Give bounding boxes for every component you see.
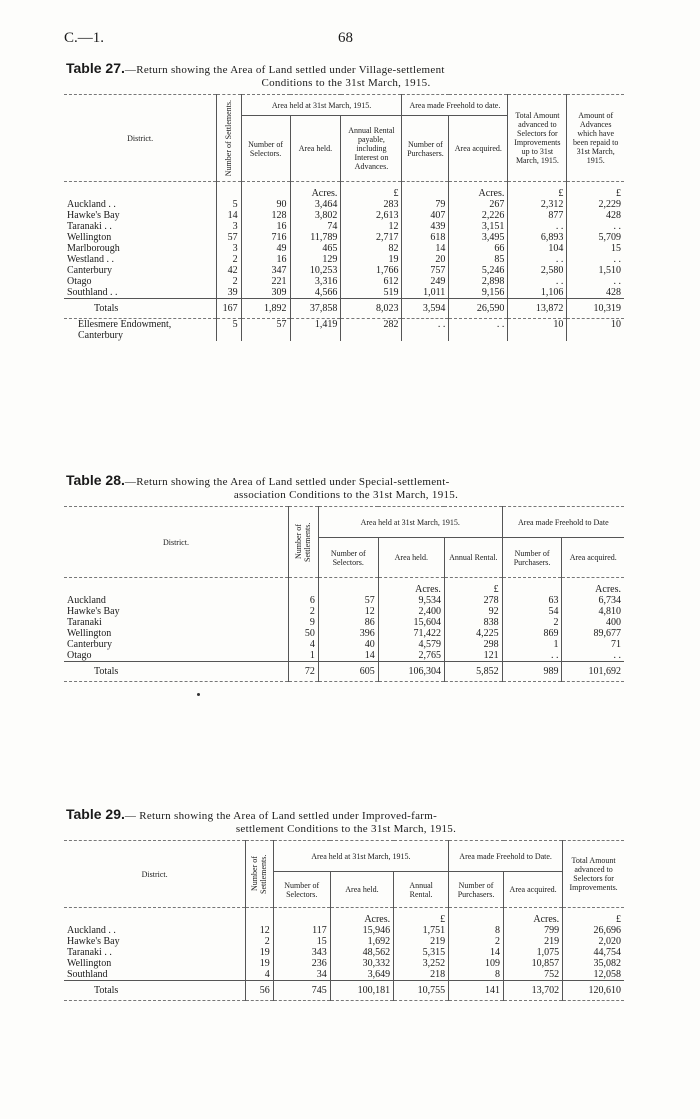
district-cell: Hawke's Bay <box>67 936 120 947</box>
district-cell: Canterbury <box>67 639 112 650</box>
value-cell: 1,751 <box>394 925 449 936</box>
table29-caption <box>66 808 626 836</box>
value-cell: 13,872 <box>508 299 567 319</box>
value-cell: 72 <box>288 662 318 682</box>
value-cell: 15,946 <box>330 925 393 936</box>
value-cell: . . <box>508 221 567 232</box>
district-cell: Totals <box>94 666 119 677</box>
value-cell: 10,319 <box>567 299 624 319</box>
value-cell: 519 <box>341 287 402 299</box>
value-cell <box>449 908 504 926</box>
value-cell: 2,717 <box>341 232 402 243</box>
value-cell: 9,156 <box>449 287 508 299</box>
value-cell: 117 <box>273 925 330 936</box>
value-cell: 92 <box>444 606 502 617</box>
value-cell: 3,151 <box>449 221 508 232</box>
units-row <box>64 182 624 200</box>
value-cell: 1 <box>288 650 318 662</box>
value-cell <box>288 578 318 596</box>
value-cell: 2,229 <box>567 199 624 210</box>
value-cell: 4 <box>288 639 318 650</box>
value-cell: 11,789 <box>290 232 341 243</box>
t27-header-acquired: Area acquired. <box>449 116 508 182</box>
units-row <box>64 908 624 926</box>
district-cell: Ellesmere Endowment, Canterbury <box>78 319 172 341</box>
value-cell: 3,252 <box>394 958 449 969</box>
value-cell: Acres. <box>504 908 563 926</box>
t28-header-acquired: Area acquired. <box>562 538 624 578</box>
value-cell: 167 <box>217 299 241 319</box>
value-cell: 605 <box>318 662 378 682</box>
table27 <box>64 94 624 341</box>
value-cell: 104 <box>508 243 567 254</box>
t29-header-area-held: Area held. <box>330 872 393 908</box>
value-cell: 129 <box>290 254 341 265</box>
t27-header-settlements: Number of Settlements. <box>224 99 234 177</box>
value-cell: 745 <box>273 981 330 1001</box>
value-cell: 2,898 <box>449 276 508 287</box>
value-cell: 267 <box>449 199 508 210</box>
value-cell: 121 <box>444 650 502 662</box>
district-cell <box>64 578 288 596</box>
value-cell: Acres. <box>562 578 624 596</box>
value-cell: 1 <box>502 639 562 650</box>
value-cell: 612 <box>341 276 402 287</box>
t27-header-selectors: Number of Selectors. <box>241 116 290 182</box>
value-cell: 618 <box>402 232 449 243</box>
t29-header-selectors: Number of Selectors. <box>273 872 330 908</box>
value-cell: £ <box>394 908 449 926</box>
value-cell: 407 <box>402 210 449 221</box>
table-row <box>64 936 624 947</box>
value-cell: 4,225 <box>444 628 502 639</box>
page-number: 68 <box>338 30 353 46</box>
t28-header-area-group: Area held at 31st March, 1915. <box>318 507 502 538</box>
value-cell: 4,579 <box>378 639 444 650</box>
value-cell: 10,755 <box>394 981 449 1001</box>
totals-row <box>64 981 624 1001</box>
table29-caption-line2: settlement Conditions to the 31st March, 1915. <box>235 823 457 835</box>
table-row <box>64 254 624 265</box>
value-cell: 15,604 <box>378 617 444 628</box>
value-cell: 106,304 <box>378 662 444 682</box>
value-cell: 71 <box>562 639 624 650</box>
value-cell: 39 <box>217 287 241 299</box>
district-cell: Westland . . <box>67 254 114 265</box>
value-cell: 1,075 <box>504 947 563 958</box>
value-cell: . . <box>562 650 624 662</box>
table-row <box>64 221 624 232</box>
value-cell: 14 <box>402 243 449 254</box>
value-cell: 236 <box>273 958 330 969</box>
table-row <box>64 243 624 254</box>
value-cell: 282 <box>341 319 402 342</box>
table-row <box>64 199 624 210</box>
district-cell: Auckland . . <box>67 199 116 210</box>
district-cell: Hawke's Bay <box>67 606 120 617</box>
table29-caption-line1: — Return showing the Area of Land settled under Improved-farm- <box>124 810 438 822</box>
value-cell: 57 <box>318 595 378 606</box>
table-row <box>64 232 624 243</box>
value-cell: 1,892 <box>241 299 290 319</box>
value-cell: 283 <box>341 199 402 210</box>
value-cell: 13,702 <box>504 981 563 1001</box>
district-cell <box>64 908 246 926</box>
table-row <box>64 628 624 639</box>
table29 <box>64 840 624 1001</box>
value-cell: 428 <box>567 210 624 221</box>
value-cell: 15 <box>273 936 330 947</box>
t28-header-rental: Annual Rental. <box>444 538 502 578</box>
district-cell: Taranaki . . <box>67 947 112 958</box>
value-cell: 9 <box>288 617 318 628</box>
value-cell: Acres. <box>330 908 393 926</box>
value-cell: Acres. <box>378 578 444 596</box>
value-cell: 221 <box>241 276 290 287</box>
page-left-header: C.—1. <box>64 30 105 46</box>
value-cell: 877 <box>508 210 567 221</box>
table27-caption-line1: —Return showing the Area of Land settled under Village-settlement <box>124 64 445 76</box>
table-row <box>64 210 624 221</box>
value-cell: 19 <box>246 958 273 969</box>
value-cell: 8,023 <box>341 299 402 319</box>
value-cell: 6 <box>288 595 318 606</box>
value-cell: 35,082 <box>563 958 624 969</box>
table-row <box>64 617 624 628</box>
value-cell: 2 <box>217 276 241 287</box>
t29-header-acquired: Area acquired. <box>504 872 563 908</box>
value-cell: 12 <box>246 925 273 936</box>
t28-header-purchasers: Number of Purchasers. <box>502 538 562 578</box>
table28-number: Table 28. <box>66 472 125 488</box>
value-cell: . . <box>567 276 624 287</box>
t28-header-area-held: Area held. <box>378 538 444 578</box>
district-cell: Marlborough <box>67 243 120 254</box>
value-cell: 57 <box>217 232 241 243</box>
district-cell: Taranaki . . <box>67 221 112 232</box>
t29-header-advanced: Total Amount advanced to Selectors for Improvements. <box>563 841 624 908</box>
value-cell: 56 <box>246 981 273 1001</box>
table28-caption-line1: —Return showing the Area of Land settled under Special-settlement- <box>124 476 450 488</box>
t27-header-area-held: Area held. <box>290 116 341 182</box>
district-cell: Taranaki <box>67 617 102 628</box>
value-cell <box>273 908 330 926</box>
value-cell: 79 <box>402 199 449 210</box>
value-cell: 12 <box>341 221 402 232</box>
district-cell: Southland <box>67 969 108 980</box>
value-cell: . . <box>502 650 562 662</box>
value-cell: 19 <box>246 947 273 958</box>
table27-caption-line2: Conditions to the 31st March, 1915. <box>261 77 431 89</box>
value-cell: Acres. <box>290 182 341 200</box>
value-cell: 2 <box>217 254 241 265</box>
value-cell: 40 <box>318 639 378 650</box>
value-cell: . . <box>567 254 624 265</box>
value-cell: 120,610 <box>563 981 624 1001</box>
table-row <box>64 958 624 969</box>
value-cell: 16 <box>241 221 290 232</box>
value-cell: 50 <box>288 628 318 639</box>
value-cell: 71,422 <box>378 628 444 639</box>
value-cell: 12 <box>318 606 378 617</box>
table28-caption <box>66 474 626 502</box>
value-cell: 90 <box>241 199 290 210</box>
value-cell: 109 <box>449 958 504 969</box>
t28-header-settlements: Number of Settlements. <box>294 522 313 562</box>
value-cell: 89,677 <box>562 628 624 639</box>
value-cell: 44,754 <box>563 947 624 958</box>
t29-header-settlements: Number of Settlements. <box>250 854 269 894</box>
value-cell: 15 <box>567 243 624 254</box>
ink-speck <box>197 693 200 696</box>
value-cell: 3,316 <box>290 276 341 287</box>
value-cell: . . <box>449 319 508 342</box>
value-cell: 12,058 <box>563 969 624 981</box>
value-cell: 19 <box>341 254 402 265</box>
table-row <box>64 595 624 606</box>
value-cell: 82 <box>341 243 402 254</box>
district-cell: Hawke's Bay <box>67 210 120 221</box>
value-cell: 14 <box>318 650 378 662</box>
table-row <box>64 947 624 958</box>
value-cell: 5,709 <box>567 232 624 243</box>
value-cell: 26,590 <box>449 299 508 319</box>
t27-header-freehold-group: Area made Freehold to date. <box>402 95 508 116</box>
value-cell: 3,464 <box>290 199 341 210</box>
value-cell: 37,858 <box>290 299 341 319</box>
table-row <box>64 265 624 276</box>
table-row <box>64 925 624 936</box>
value-cell: 63 <box>502 595 562 606</box>
value-cell: 141 <box>449 981 504 1001</box>
value-cell: £ <box>508 182 567 200</box>
table27-caption <box>66 62 626 90</box>
district-cell: Wellington <box>67 958 112 969</box>
value-cell: 8 <box>449 969 504 981</box>
value-cell: 278 <box>444 595 502 606</box>
value-cell: 1,692 <box>330 936 393 947</box>
value-cell: 26,696 <box>563 925 624 936</box>
value-cell: 439 <box>402 221 449 232</box>
value-cell: 54 <box>502 606 562 617</box>
value-cell: . . <box>402 319 449 342</box>
district-cell: Auckland <box>67 595 106 606</box>
value-cell: 2 <box>288 606 318 617</box>
table29-number: Table 29. <box>66 806 125 822</box>
value-cell: 100,181 <box>330 981 393 1001</box>
value-cell: 66 <box>449 243 508 254</box>
district-cell <box>64 182 217 200</box>
value-cell: 14 <box>217 210 241 221</box>
value-cell: 9,534 <box>378 595 444 606</box>
value-cell: 2,226 <box>449 210 508 221</box>
value-cell: 2,312 <box>508 199 567 210</box>
value-cell: 838 <box>444 617 502 628</box>
value-cell: 57 <box>241 319 290 342</box>
value-cell <box>318 578 378 596</box>
value-cell: 752 <box>504 969 563 981</box>
value-cell: 74 <box>290 221 341 232</box>
t28-header-selectors: Number of Selectors. <box>318 538 378 578</box>
district-cell: Otago <box>67 650 92 661</box>
value-cell: 4,566 <box>290 287 341 299</box>
value-cell: 4 <box>246 969 273 981</box>
value-cell: 5,852 <box>444 662 502 682</box>
value-cell: 3,802 <box>290 210 341 221</box>
value-cell: 2,400 <box>378 606 444 617</box>
totals-row <box>64 662 624 682</box>
value-cell: £ <box>341 182 402 200</box>
value-cell: 218 <box>394 969 449 981</box>
value-cell: £ <box>563 908 624 926</box>
district-cell: Wellington <box>67 232 112 243</box>
t29-header-purchasers: Number of Purchasers. <box>449 872 504 908</box>
value-cell: . . <box>508 276 567 287</box>
t27-header-area-group: Area held at 31st March, 1915. <box>241 95 402 116</box>
value-cell: 8 <box>449 925 504 936</box>
value-cell: 1,106 <box>508 287 567 299</box>
value-cell: 2 <box>246 936 273 947</box>
value-cell: 2,020 <box>563 936 624 947</box>
district-cell: Otago <box>67 276 92 287</box>
value-cell: 2,580 <box>508 265 567 276</box>
value-cell: 86 <box>318 617 378 628</box>
table28-caption-line2: association Conditions to the 31st March, 1915. <box>233 489 459 501</box>
value-cell: 1,419 <box>290 319 341 342</box>
value-cell: 5 <box>217 319 241 342</box>
t27-header-repaid: Amount of Advances which have been repaid to 31st March, 1915. <box>567 95 624 182</box>
extra-row <box>64 319 624 342</box>
value-cell: 249 <box>402 276 449 287</box>
value-cell: 3 <box>217 243 241 254</box>
value-cell <box>502 578 562 596</box>
value-cell: . . <box>567 221 624 232</box>
t27-header-purchasers: Number of Purchasers. <box>402 116 449 182</box>
value-cell <box>241 182 290 200</box>
district-cell: Totals <box>94 303 119 314</box>
table-row <box>64 276 624 287</box>
value-cell: 10 <box>567 319 624 342</box>
value-cell: 6,734 <box>562 595 624 606</box>
value-cell: 396 <box>318 628 378 639</box>
value-cell: 465 <box>290 243 341 254</box>
table-row <box>64 969 624 981</box>
t28-header-freehold-group: Area made Freehold to Date <box>502 507 624 538</box>
district-cell: Auckland . . <box>67 925 116 936</box>
value-cell: 5,246 <box>449 265 508 276</box>
value-cell: 219 <box>394 936 449 947</box>
value-cell: 400 <box>562 617 624 628</box>
value-cell: 3 <box>217 221 241 232</box>
value-cell: 1,011 <box>402 287 449 299</box>
value-cell: 3,495 <box>449 232 508 243</box>
value-cell: 20 <box>402 254 449 265</box>
district-cell: Totals <box>94 985 119 996</box>
value-cell: 716 <box>241 232 290 243</box>
district-cell: Wellington <box>67 628 112 639</box>
value-cell: 49 <box>241 243 290 254</box>
value-cell: 85 <box>449 254 508 265</box>
value-cell: 2 <box>449 936 504 947</box>
value-cell: 128 <box>241 210 290 221</box>
value-cell: 10 <box>508 319 567 342</box>
t27-header-advanced: Total Amount advanced to Selectors for Improvements up to 31st March, 1915. <box>508 95 567 182</box>
value-cell: 2,765 <box>378 650 444 662</box>
value-cell: 3,594 <box>402 299 449 319</box>
value-cell: 16 <box>241 254 290 265</box>
t29-header-freehold-group: Area made Freehold to Date. <box>449 841 563 872</box>
value-cell: 1,766 <box>341 265 402 276</box>
value-cell: 10,253 <box>290 265 341 276</box>
value-cell: 309 <box>241 287 290 299</box>
value-cell: 30,332 <box>330 958 393 969</box>
value-cell: . . <box>508 254 567 265</box>
value-cell: Acres. <box>449 182 508 200</box>
t28-header-district: District. <box>64 507 288 578</box>
value-cell: 48,562 <box>330 947 393 958</box>
value-cell: 5,315 <box>394 947 449 958</box>
value-cell: 2 <box>502 617 562 628</box>
t29-header-district: District. <box>64 841 246 908</box>
value-cell: 14 <box>449 947 504 958</box>
value-cell <box>402 182 449 200</box>
table-row <box>64 650 624 662</box>
value-cell: 6,893 <box>508 232 567 243</box>
value-cell <box>217 182 241 200</box>
value-cell: 101,692 <box>562 662 624 682</box>
table28 <box>64 506 624 682</box>
value-cell: 799 <box>504 925 563 936</box>
district-cell: Southland . . <box>67 287 118 298</box>
table27-number: Table 27. <box>66 60 125 76</box>
district-cell: Canterbury <box>67 265 112 276</box>
value-cell: 34 <box>273 969 330 981</box>
value-cell: 5 <box>217 199 241 210</box>
value-cell: 989 <box>502 662 562 682</box>
value-cell: 298 <box>444 639 502 650</box>
totals-row <box>64 299 624 319</box>
value-cell: £ <box>567 182 624 200</box>
value-cell: £ <box>444 578 502 596</box>
value-cell: 3,649 <box>330 969 393 981</box>
value-cell: 1,510 <box>567 265 624 276</box>
value-cell: 219 <box>504 936 563 947</box>
t29-header-rental: Annual Rental. <box>394 872 449 908</box>
value-cell: 10,857 <box>504 958 563 969</box>
t29-header-area-group: Area held at 31st March, 1915. <box>273 841 448 872</box>
value-cell: 757 <box>402 265 449 276</box>
value-cell: 869 <box>502 628 562 639</box>
value-cell: 428 <box>567 287 624 299</box>
value-cell: 347 <box>241 265 290 276</box>
value-cell: 2,613 <box>341 210 402 221</box>
units-row <box>64 578 624 596</box>
table-row <box>64 606 624 617</box>
table-row <box>64 287 624 299</box>
t27-header-district: District. <box>64 95 217 182</box>
value-cell: 42 <box>217 265 241 276</box>
value-cell: 4,810 <box>562 606 624 617</box>
value-cell: 343 <box>273 947 330 958</box>
value-cell <box>246 908 273 926</box>
table-row <box>64 639 624 650</box>
t27-header-rental: Annual Rental payable, including Interest on Advances. <box>341 116 402 182</box>
